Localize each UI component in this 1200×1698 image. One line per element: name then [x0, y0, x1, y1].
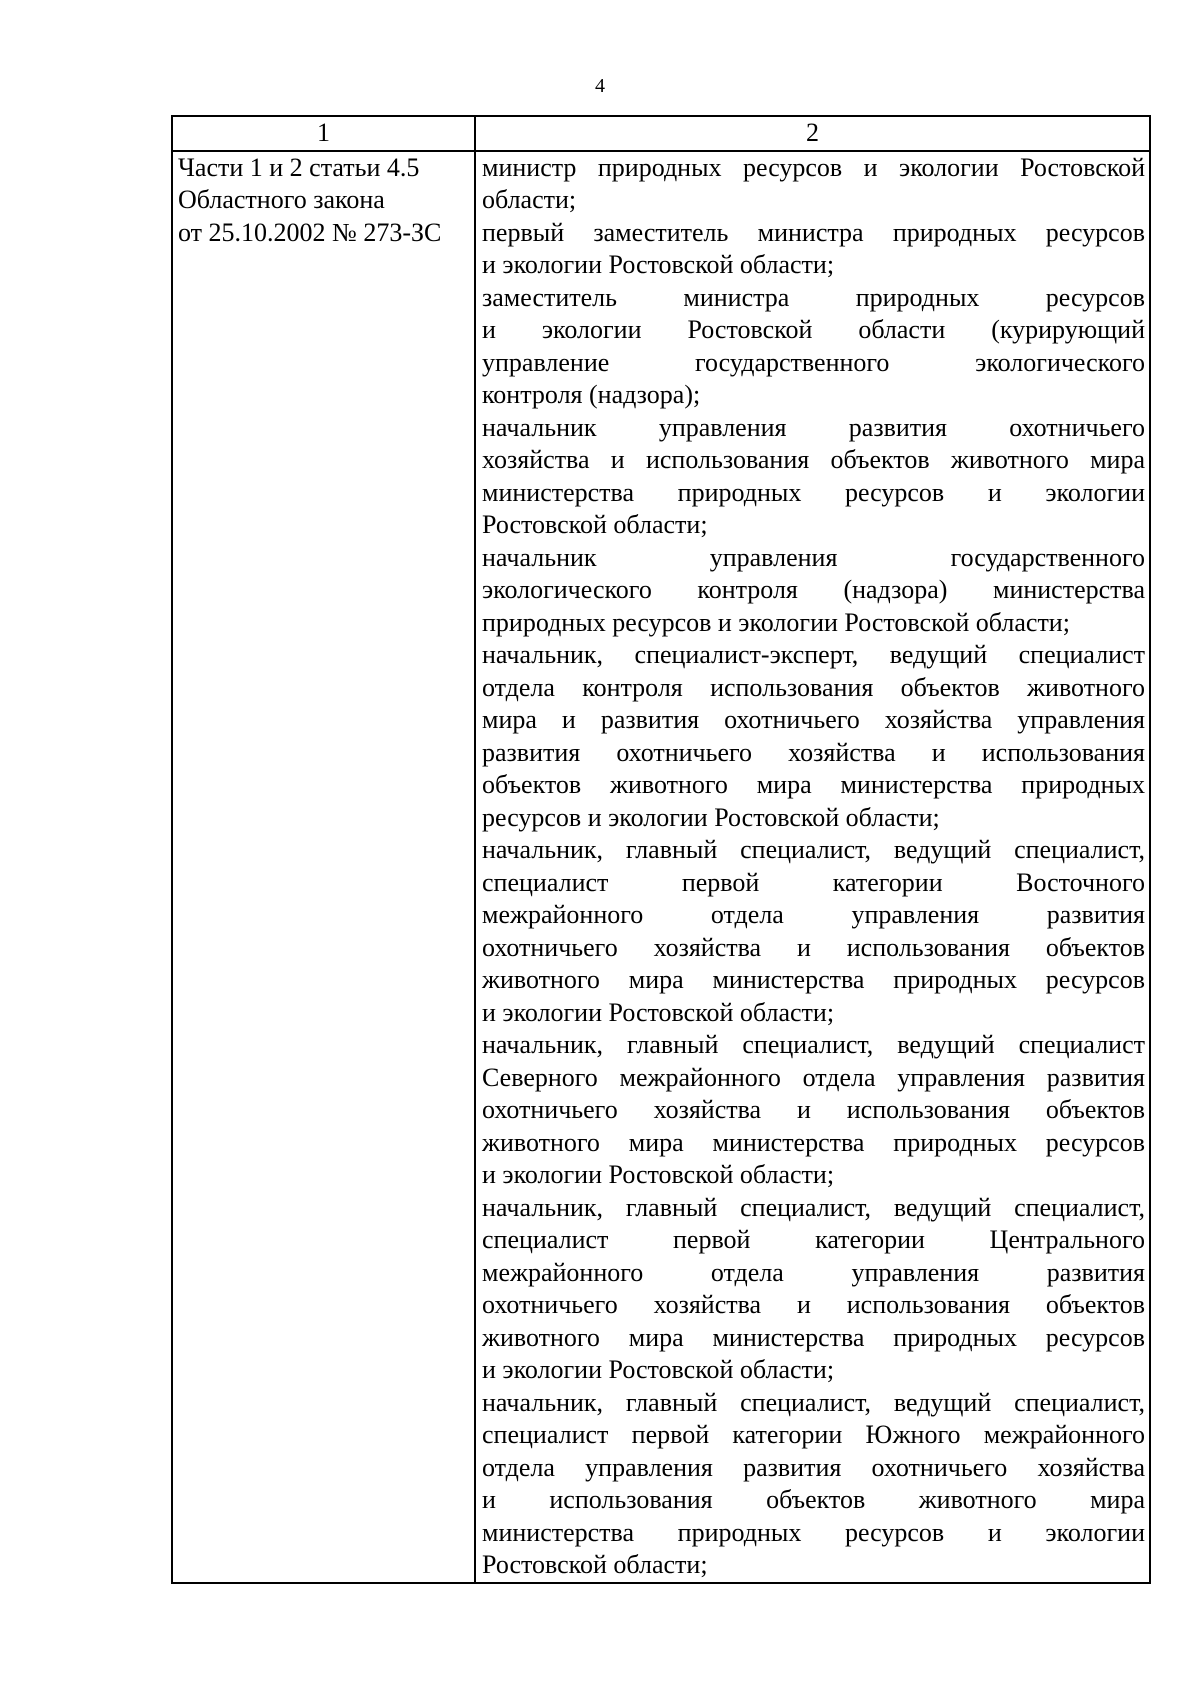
official-position-line: отдела управления развития охотничьего хозяйства [482, 1452, 1145, 1482]
official-position-line: управление государственного экологического [482, 347, 1145, 377]
official-position-line: межрайонного отдела управления развития [482, 900, 1145, 929]
official-position-line: развития охотничьего хозяйства и использования [482, 737, 1145, 767]
official-position-line: начальник управления государственного [482, 542, 1145, 572]
official-position-line: заместитель министра природных ресурсов [482, 282, 1145, 312]
legal-basis-line: Части 1 и 2 статьи 4.5 [178, 152, 420, 182]
official-position-line: охотничьего хозяйства и использования объектов [482, 1095, 1145, 1124]
table-row [172, 151, 1150, 1583]
column-header-1: 1 [172, 116, 475, 151]
page-number: 4 [595, 75, 605, 97]
official-position-line: специалист первой категории Восточного [482, 867, 1145, 897]
column-header-2: 2 [475, 116, 1150, 151]
officials-list-cell [475, 151, 1150, 1583]
official-position-line: начальник, главный специалист, ведущий специалист, [482, 1192, 1145, 1222]
official-position-line: природных ресурсов и экологии Ростовской области; [482, 607, 1070, 637]
official-position-line: ресурсов и экологии Ростовской области; [482, 802, 940, 832]
official-position-line: начальник, главный специалист, ведущий специалист, [482, 1387, 1145, 1417]
official-position-line: начальник, специалист-эксперт, ведущий специалист [482, 640, 1145, 669]
official-position-line: хозяйства и использования объектов животного мира [482, 445, 1145, 474]
official-position-line: министерства природных ресурсов и экологии [482, 1517, 1145, 1547]
official-position-line: животного мира министерства природных ресурсов [482, 1322, 1145, 1352]
official-position-line: и использования объектов животного мира [482, 1485, 1145, 1514]
official-position-line: специалист первой категории Центрального [482, 1225, 1145, 1254]
official-position-line: начальник управления развития охотничьего [482, 412, 1145, 442]
official-position-line: начальник, главный специалист, ведущий специалист, [482, 835, 1145, 864]
official-position-line: Северного межрайонного отдела управления развития [482, 1062, 1145, 1092]
official-position-line: охотничьего хозяйства и использования объектов [482, 932, 1145, 962]
legal-basis-line: Областного закона [178, 185, 385, 214]
legal-basis-line: от 25.10.2002 № 273-ЗС [178, 217, 442, 247]
official-position-line: контроля (надзора); [482, 380, 701, 409]
official-position-line: животного мира министерства природных ресурсов [482, 1127, 1145, 1157]
official-position-line: начальник, главный специалист, ведущий специалист [482, 1030, 1145, 1059]
official-position-line: и экологии Ростовской области; [482, 1355, 835, 1384]
official-position-line: и экологии Ростовской области; [482, 997, 835, 1027]
official-position-line: и экологии Ростовской области (курирующий [482, 315, 1145, 344]
official-position-line: министр природных ресурсов и экологии Ростовской [482, 152, 1145, 182]
official-position-line: охотничьего хозяйства и использования объектов [482, 1290, 1145, 1319]
official-position-line: специалист первой категории Южного межрайонного [482, 1420, 1145, 1449]
official-position-line: Ростовской области; [482, 510, 708, 539]
official-position-line: Ростовской области; [482, 1550, 708, 1579]
official-position-line: и экологии Ростовской области; [482, 1160, 835, 1189]
official-position-line: мира и развития охотничьего хозяйства управления [482, 705, 1145, 734]
official-position-line: первый заместитель министра природных ресурсов [482, 217, 1145, 247]
table-header-row [172, 116, 1150, 151]
official-position-line: объектов животного мира министерства природных [482, 770, 1145, 799]
legal-basis-cell [172, 151, 475, 1583]
official-position-line: животного мира министерства природных ресурсов [482, 965, 1145, 994]
official-position-line: экологического контроля (надзора) министерства [482, 575, 1145, 604]
official-position-line: министерства природных ресурсов и экологии [482, 477, 1145, 507]
official-position-line: отдела контроля использования объектов животного [482, 672, 1145, 702]
official-position-line: и экологии Ростовской области; [482, 250, 835, 279]
official-position-line: области; [482, 185, 577, 214]
official-position-line: межрайонного отдела управления развития [482, 1257, 1145, 1287]
officials-table [171, 115, 1151, 1584]
